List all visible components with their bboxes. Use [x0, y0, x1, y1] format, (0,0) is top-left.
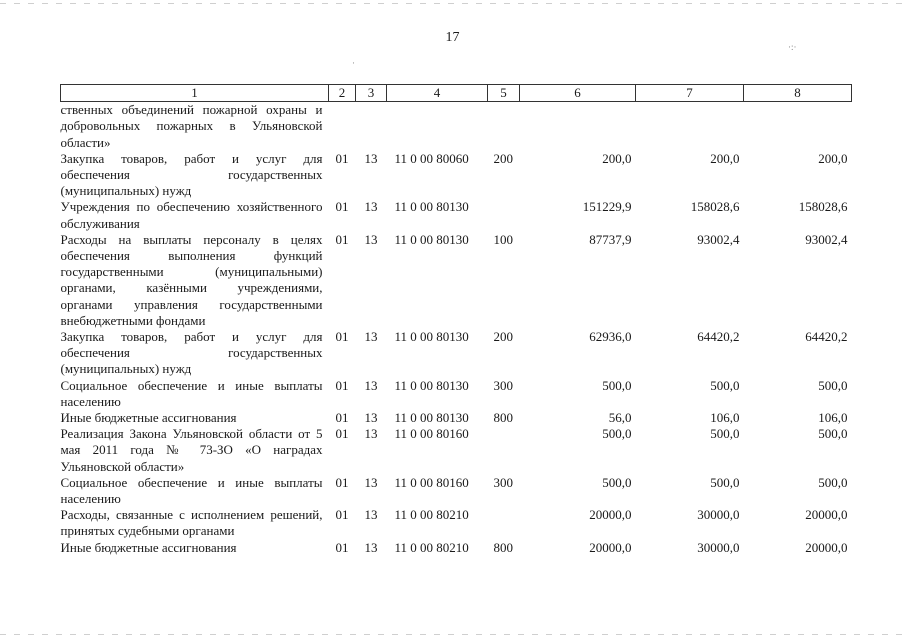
row-value-cell: 300: [493, 474, 513, 490]
row-value-cell: 64420,2: [805, 329, 848, 345]
table-row: [61, 378, 852, 410]
row-value-cell: 500,0: [710, 474, 740, 490]
row-value-cell: 158028,6: [798, 199, 848, 215]
row-name-cell: Иные бюджетные ассигнования: [60, 539, 237, 555]
row-name-cell: Закупка товаров, работ и услуг для обеспечения государственных (муниципальных) нужд: [60, 150, 323, 199]
row-name-cell: Расходы, связанные с исполнением решений, принятых судебными органами: [60, 507, 323, 539]
budget-table: [60, 84, 852, 556]
column-header: 6: [520, 85, 636, 102]
row-name-cell: Учреждения по обеспечению хозяйственного обслуживания: [60, 199, 323, 231]
row-value-cell: 300: [493, 377, 513, 393]
column-header: 5: [488, 85, 520, 102]
column-header: 3: [356, 85, 387, 102]
row-name-cell: Закупка товаров, работ и услуг для обеспечения государственных (муниципальных) нужд: [60, 329, 323, 377]
row-value-cell: 13: [364, 377, 378, 393]
row-value-cell: 200: [493, 150, 513, 166]
row-value-cell: 11 0 00 80130: [394, 329, 469, 345]
row-value-cell: 01: [335, 426, 349, 442]
row-value-cell: 20000,0: [805, 539, 848, 555]
row-value-cell: 56,0: [608, 410, 632, 426]
column-header: 2: [329, 85, 356, 102]
row-value-cell: 01: [335, 539, 349, 555]
row-value-cell: 20000,0: [805, 507, 848, 523]
column-number-row: [61, 85, 852, 102]
row-value-cell: [356, 102, 387, 151]
row-value-cell: 106,0: [818, 410, 848, 426]
row-value-cell: 500,0: [602, 377, 632, 393]
row-value-cell: 01: [335, 410, 349, 426]
row-value-cell: 11 0 00 80210: [394, 507, 469, 523]
row-value-cell: 30000,0: [697, 539, 740, 555]
scan-speck: ·: [352, 58, 355, 68]
row-name-cell: Социальное обеспечение и иные выплаты населению: [60, 377, 323, 409]
column-header: 1: [61, 85, 329, 102]
table-row: [61, 329, 852, 378]
table-row: [61, 426, 852, 475]
row-value-cell: 11 0 00 80130: [394, 199, 469, 215]
row-value-cell: 500,0: [818, 426, 848, 442]
table-row: [61, 410, 852, 426]
row-value-cell: 93002,4: [697, 231, 740, 247]
column-header: 4: [387, 85, 488, 102]
page-number: 17: [445, 30, 460, 45]
row-value-cell: 01: [335, 231, 349, 247]
row-value-cell: 11 0 00 80160: [394, 426, 469, 442]
table-row: [61, 199, 852, 231]
row-value-cell: 13: [364, 231, 378, 247]
row-value-cell: 158028,6: [690, 199, 740, 215]
row-name-cell: Социальное обеспечение и иные выплаты населению: [60, 474, 323, 507]
row-value-cell: 106,0: [710, 410, 740, 426]
row-value-cell: 500,0: [818, 377, 848, 393]
row-value-cell: 13: [364, 474, 378, 490]
column-header: 7: [636, 85, 744, 102]
row-value-cell: [387, 102, 488, 151]
row-value-cell: 500,0: [710, 377, 740, 393]
row-value-cell: 30000,0: [697, 507, 740, 523]
row-value-cell: 11 0 00 80160: [394, 474, 469, 490]
row-value-cell: 20000,0: [589, 507, 632, 523]
table-row: [61, 151, 852, 200]
row-value-cell: 64420,2: [697, 329, 740, 345]
row-value-cell: 500,0: [602, 426, 632, 442]
table-row: [61, 507, 852, 539]
row-value-cell: 13: [364, 507, 378, 523]
row-value-cell: 151229,9: [582, 199, 632, 215]
row-value-cell: 500,0: [818, 474, 848, 490]
row-value-cell: 11 0 00 80060: [394, 150, 469, 166]
scan-edge-top: [0, 3, 905, 4]
table-row: [61, 540, 852, 556]
row-value-cell: 93002,4: [805, 231, 848, 247]
row-value-cell: 01: [335, 377, 349, 393]
row-value-cell: 62936,0: [589, 329, 632, 345]
row-value-cell: 200,0: [818, 150, 848, 166]
row-value-cell: 13: [364, 539, 378, 555]
row-value-cell: 500,0: [602, 474, 632, 490]
row-value-cell: 20000,0: [589, 539, 632, 555]
table-row: [61, 475, 852, 507]
table-row: [61, 232, 852, 329]
row-value-cell: [744, 102, 852, 151]
row-value-cell: 13: [364, 199, 378, 215]
row-value-cell: [488, 426, 520, 475]
row-value-cell: [488, 199, 520, 231]
row-value-cell: 01: [335, 150, 349, 166]
row-value-cell: 500,0: [710, 426, 740, 442]
row-value-cell: 13: [364, 150, 378, 166]
row-value-cell: 01: [335, 507, 349, 523]
row-value-cell: 100: [493, 231, 513, 247]
row-value-cell: 11 0 00 80130: [394, 410, 469, 426]
row-value-cell: 800: [493, 410, 513, 426]
row-value-cell: [520, 102, 636, 151]
row-value-cell: 13: [364, 410, 378, 426]
row-value-cell: 800: [493, 539, 513, 555]
row-value-cell: 11 0 00 80130: [394, 377, 469, 393]
row-value-cell: [488, 102, 520, 151]
row-name-cell: Расходы на выплаты персоналу в целях обеспечения выполнения функций государственными (муниципальными) органами, казёнными учреждениями, органами управления государственными внебюджетными фондами: [60, 231, 323, 328]
row-value-cell: 13: [364, 329, 378, 345]
row-value-cell: 01: [335, 199, 349, 215]
row-value-cell: [636, 102, 744, 151]
row-value-cell: 200,0: [710, 150, 740, 166]
table-row: [61, 102, 852, 151]
table-body: [61, 102, 852, 556]
scan-edge-bottom: [0, 634, 905, 635]
row-value-cell: 01: [335, 329, 349, 345]
row-value-cell: [329, 102, 356, 151]
row-value-cell: 200,0: [602, 150, 632, 166]
row-name-cell: Иные бюджетные ассигнования: [60, 410, 237, 426]
row-value-cell: 200: [493, 329, 513, 345]
row-value-cell: 11 0 00 80210: [394, 539, 469, 555]
row-value-cell: 01: [335, 474, 349, 490]
row-value-cell: 87737,9: [589, 231, 632, 247]
column-header: 8: [744, 85, 852, 102]
row-name-cell: Реализация Закона Ульяновской области от 5 мая 2011 года № 73-ЗО «О наградах Ульяновской области»: [60, 426, 323, 474]
row-value-cell: 11 0 00 80130: [394, 231, 469, 247]
row-name-cell: ственных объединений пожарной охраны и добровольных пожарных в Ульяновской области»: [60, 102, 323, 150]
row-value-cell: 13: [364, 426, 378, 442]
row-value-cell: [488, 507, 520, 539]
scan-speck: ·:·: [788, 42, 797, 52]
